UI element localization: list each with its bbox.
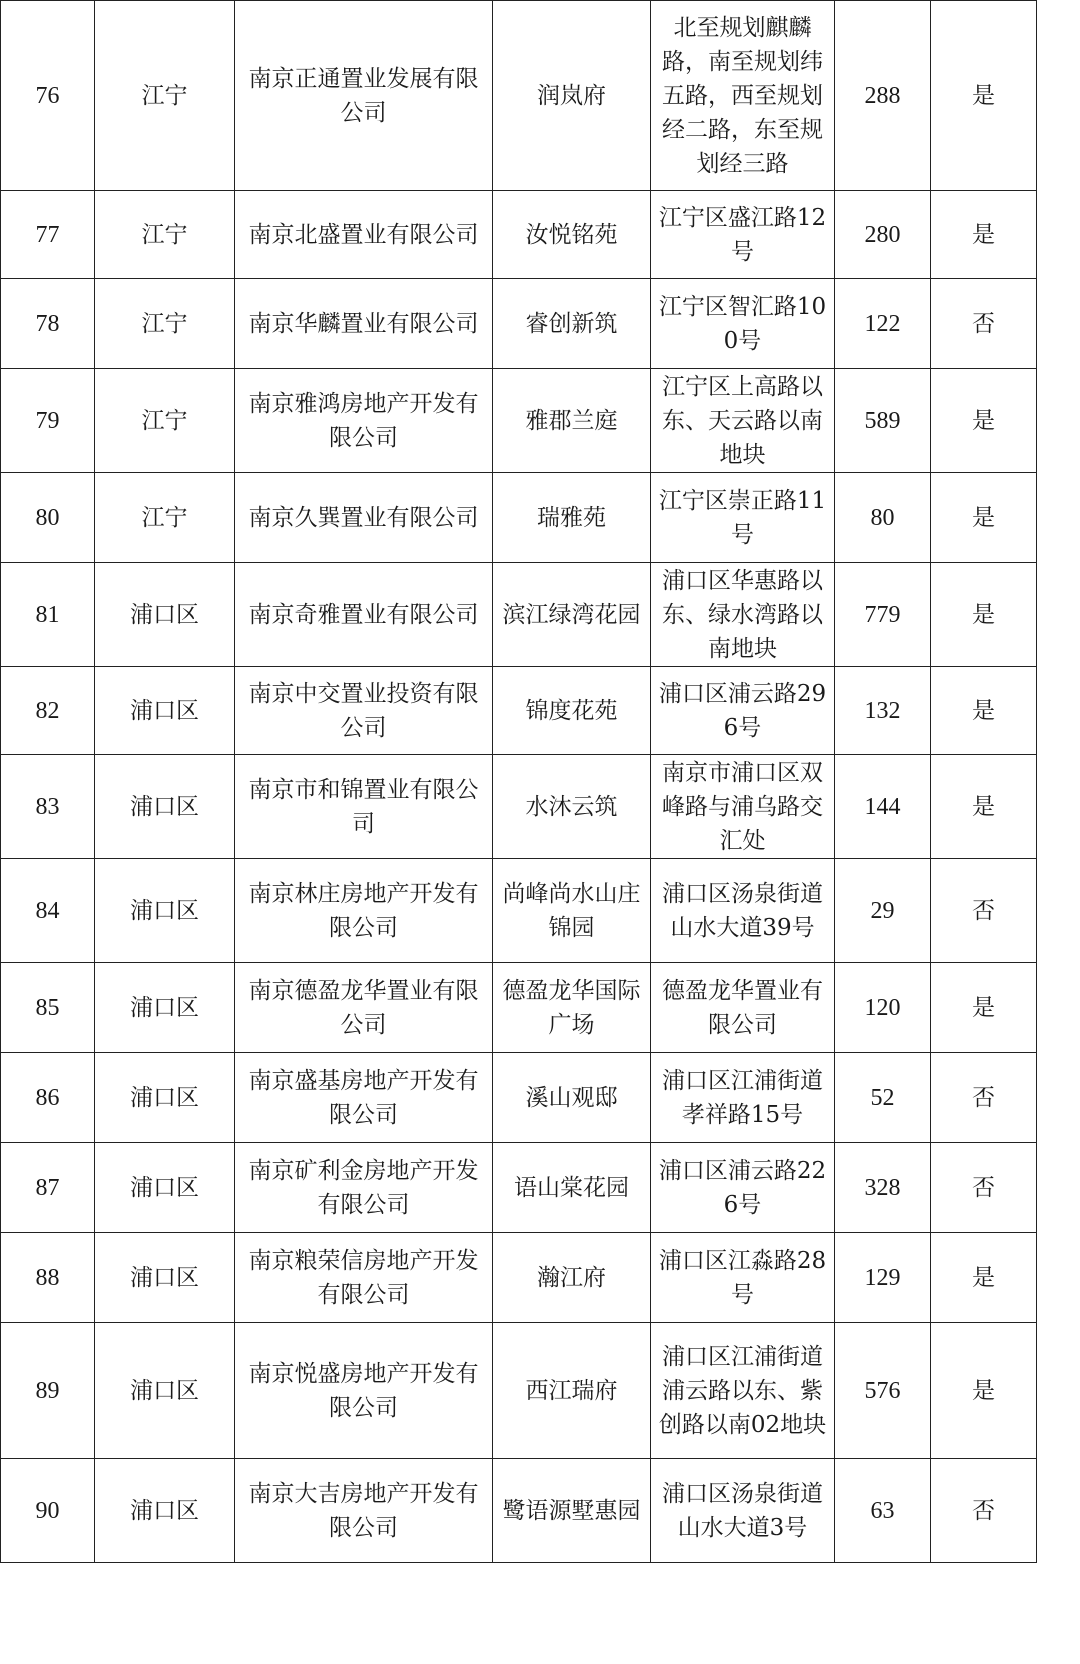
row-number: 83 bbox=[1, 755, 95, 859]
row-number: 85 bbox=[1, 963, 95, 1053]
project-cell: 溪山观邸 bbox=[493, 1053, 651, 1143]
location-cell: 浦口区江浦街道孝祥路15号 bbox=[651, 1053, 835, 1143]
row-number: 78 bbox=[1, 279, 95, 369]
project-cell: 汝悦铭苑 bbox=[493, 191, 651, 279]
row-number: 87 bbox=[1, 1143, 95, 1233]
project-cell: 瑞雅苑 bbox=[493, 473, 651, 563]
units-cell: 328 bbox=[835, 1143, 931, 1233]
company-cell: 南京矿利金房地产开发有限公司 bbox=[235, 1143, 493, 1233]
row-number: 77 bbox=[1, 191, 95, 279]
project-cell: 西江瑞府 bbox=[493, 1323, 651, 1459]
location-cell: 江宁区上高路以东、天云路以南地块 bbox=[651, 369, 835, 473]
flag-cell: 是 bbox=[931, 963, 1037, 1053]
project-cell: 鹭语源墅惠园 bbox=[493, 1459, 651, 1563]
flag-cell: 是 bbox=[931, 473, 1037, 563]
location-cell: 南京市浦口区双峰路与浦乌路交汇处 bbox=[651, 755, 835, 859]
district-cell: 江宁 bbox=[95, 473, 235, 563]
project-cell: 水沐云筑 bbox=[493, 755, 651, 859]
district-cell: 浦口区 bbox=[95, 1053, 235, 1143]
units-cell: 122 bbox=[835, 279, 931, 369]
company-cell: 南京中交置业投资有限公司 bbox=[235, 667, 493, 755]
flag-cell: 是 bbox=[931, 1233, 1037, 1323]
location-cell: 浦口区江淼路28号 bbox=[651, 1233, 835, 1323]
company-cell: 南京北盛置业有限公司 bbox=[235, 191, 493, 279]
table-row bbox=[1, 369, 1037, 473]
units-cell: 80 bbox=[835, 473, 931, 563]
flag-cell: 是 bbox=[931, 667, 1037, 755]
units-cell: 63 bbox=[835, 1459, 931, 1563]
row-number: 88 bbox=[1, 1233, 95, 1323]
table-row bbox=[1, 963, 1037, 1053]
units-cell: 779 bbox=[835, 563, 931, 667]
district-cell: 浦口区 bbox=[95, 1459, 235, 1563]
row-number: 79 bbox=[1, 369, 95, 473]
district-cell: 浦口区 bbox=[95, 755, 235, 859]
project-cell: 雅郡兰庭 bbox=[493, 369, 651, 473]
location-cell: 江宁区智汇路100号 bbox=[651, 279, 835, 369]
company-cell: 南京林庄房地产开发有限公司 bbox=[235, 859, 493, 963]
units-cell: 129 bbox=[835, 1233, 931, 1323]
company-cell: 南京正通置业发展有限公司 bbox=[235, 1, 493, 191]
company-cell: 南京悦盛房地产开发有限公司 bbox=[235, 1323, 493, 1459]
company-cell: 南京粮荣信房地产开发有限公司 bbox=[235, 1233, 493, 1323]
company-cell: 南京市和锦置业有限公司 bbox=[235, 755, 493, 859]
row-number: 84 bbox=[1, 859, 95, 963]
location-cell: 浦口区汤泉街道山水大道3号 bbox=[651, 1459, 835, 1563]
units-cell: 576 bbox=[835, 1323, 931, 1459]
project-cell: 瀚江府 bbox=[493, 1233, 651, 1323]
district-cell: 浦口区 bbox=[95, 563, 235, 667]
units-cell: 29 bbox=[835, 859, 931, 963]
table-row bbox=[1, 191, 1037, 279]
table-row bbox=[1, 1053, 1037, 1143]
row-number: 90 bbox=[1, 1459, 95, 1563]
project-cell: 锦度花苑 bbox=[493, 667, 651, 755]
flag-cell: 否 bbox=[931, 1053, 1037, 1143]
flag-cell: 是 bbox=[931, 1323, 1037, 1459]
units-cell: 120 bbox=[835, 963, 931, 1053]
district-cell: 江宁 bbox=[95, 1, 235, 191]
company-cell: 南京雅鸿房地产开发有限公司 bbox=[235, 369, 493, 473]
flag-cell: 否 bbox=[931, 1143, 1037, 1233]
flag-cell: 否 bbox=[931, 859, 1037, 963]
company-cell: 南京华麟置业有限公司 bbox=[235, 279, 493, 369]
flag-cell: 是 bbox=[931, 191, 1037, 279]
district-cell: 江宁 bbox=[95, 369, 235, 473]
district-cell: 浦口区 bbox=[95, 963, 235, 1053]
table-row bbox=[1, 755, 1037, 859]
units-cell: 589 bbox=[835, 369, 931, 473]
location-cell: 浦口区江浦街道浦云路以东、紫创路以南02地块 bbox=[651, 1323, 835, 1459]
table-row bbox=[1, 279, 1037, 369]
table-row bbox=[1, 1323, 1037, 1459]
flag-cell: 是 bbox=[931, 369, 1037, 473]
company-cell: 南京德盈龙华置业有限公司 bbox=[235, 963, 493, 1053]
project-cell: 睿创新筑 bbox=[493, 279, 651, 369]
district-cell: 浦口区 bbox=[95, 859, 235, 963]
row-number: 81 bbox=[1, 563, 95, 667]
flag-cell: 否 bbox=[931, 1459, 1037, 1563]
units-cell: 132 bbox=[835, 667, 931, 755]
row-number: 82 bbox=[1, 667, 95, 755]
location-cell: 浦口区汤泉街道山水大道39号 bbox=[651, 859, 835, 963]
district-cell: 浦口区 bbox=[95, 1143, 235, 1233]
company-cell: 南京盛基房地产开发有限公司 bbox=[235, 1053, 493, 1143]
row-number: 86 bbox=[1, 1053, 95, 1143]
location-cell: 浦口区浦云路296号 bbox=[651, 667, 835, 755]
table-row bbox=[1, 859, 1037, 963]
table-row bbox=[1, 1, 1037, 191]
flag-cell: 是 bbox=[931, 1, 1037, 191]
flag-cell: 否 bbox=[931, 279, 1037, 369]
project-cell: 滨江绿湾花园 bbox=[493, 563, 651, 667]
location-cell: 江宁区崇正路11号 bbox=[651, 473, 835, 563]
units-cell: 144 bbox=[835, 755, 931, 859]
project-cell: 德盈龙华国际广场 bbox=[493, 963, 651, 1053]
project-cell: 语山棠花园 bbox=[493, 1143, 651, 1233]
table-body bbox=[1, 1, 1037, 1563]
project-cell: 尚峰尚水山庄锦园 bbox=[493, 859, 651, 963]
table-row bbox=[1, 1233, 1037, 1323]
units-cell: 280 bbox=[835, 191, 931, 279]
flag-cell: 是 bbox=[931, 755, 1037, 859]
location-cell: 江宁区盛江路12号 bbox=[651, 191, 835, 279]
row-number: 76 bbox=[1, 1, 95, 191]
district-cell: 江宁 bbox=[95, 191, 235, 279]
location-cell: 浦口区浦云路226号 bbox=[651, 1143, 835, 1233]
table-row bbox=[1, 1143, 1037, 1233]
location-cell: 浦口区华惠路以东、绿水湾路以南地块 bbox=[651, 563, 835, 667]
table-row bbox=[1, 1459, 1037, 1563]
flag-cell: 是 bbox=[931, 563, 1037, 667]
company-cell: 南京久巽置业有限公司 bbox=[235, 473, 493, 563]
location-cell: 德盈龙华置业有限公司 bbox=[651, 963, 835, 1053]
row-number: 80 bbox=[1, 473, 95, 563]
row-number: 89 bbox=[1, 1323, 95, 1459]
district-cell: 浦口区 bbox=[95, 667, 235, 755]
district-cell: 浦口区 bbox=[95, 1233, 235, 1323]
units-cell: 288 bbox=[835, 1, 931, 191]
units-cell: 52 bbox=[835, 1053, 931, 1143]
project-cell: 润岚府 bbox=[493, 1, 651, 191]
location-cell: 北至规划麒麟路，南至规划纬五路，西至规划经二路，东至规划经三路 bbox=[651, 1, 835, 191]
company-cell: 南京奇雅置业有限公司 bbox=[235, 563, 493, 667]
district-cell: 浦口区 bbox=[95, 1323, 235, 1459]
table-row bbox=[1, 563, 1037, 667]
table-row bbox=[1, 473, 1037, 563]
table-row bbox=[1, 667, 1037, 755]
district-cell: 江宁 bbox=[95, 279, 235, 369]
company-cell: 南京大吉房地产开发有限公司 bbox=[235, 1459, 493, 1563]
